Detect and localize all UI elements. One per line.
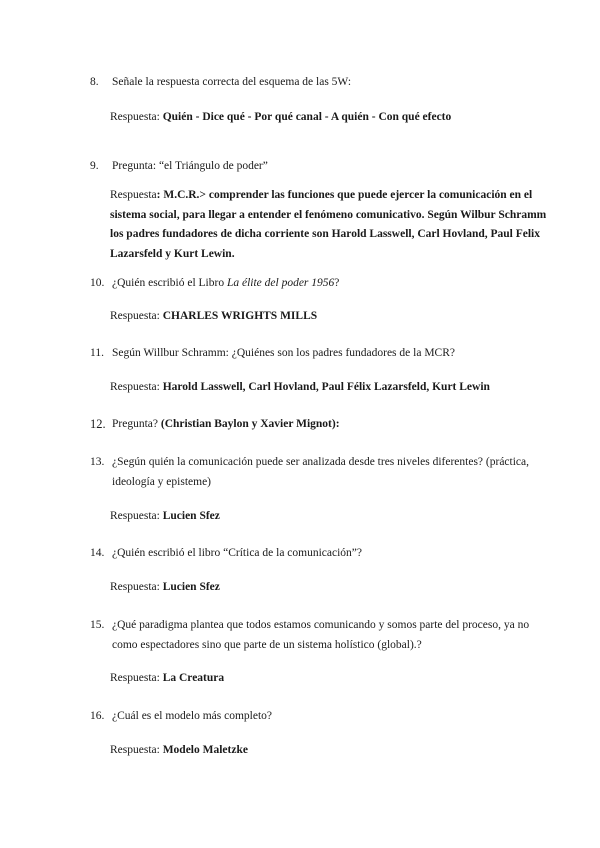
question-text: Pregunta: “el Triángulo de poder” bbox=[112, 160, 268, 172]
answer-text: La Creatura bbox=[162, 672, 225, 684]
answer-text: CHARLES WRIGHTS MILLS bbox=[162, 310, 318, 322]
answer-label: Respuesta: bbox=[110, 744, 163, 756]
question-number: 15. bbox=[90, 619, 105, 631]
question-number: 8. bbox=[90, 76, 99, 88]
answer-label: Respuesta: bbox=[110, 111, 163, 123]
answer-text: : M.C.R.> comprender las funciones que puede ejercer la comunicación en el sistema social, para llegar a entender el fenómeno comunicativo. Según Wilbur Schramm los padres fundadores de dicha corriente son Harold Lasswell, Carl Hovland, Paul Felix Lazarsfeld y Kurt Lewin. bbox=[110, 189, 547, 260]
question-text: ¿Quién escribió el Libro La élite del poder 1956? bbox=[112, 277, 340, 289]
answer-text: Lucien Sfez bbox=[162, 510, 220, 522]
question-number: 9. bbox=[90, 160, 99, 172]
question-text: Pregunta? (Christian Baylon y Xavier Mignot): bbox=[112, 418, 340, 430]
answer-text: Modelo Maletzke bbox=[162, 744, 248, 756]
answer-line bbox=[110, 186, 555, 264]
answer-label: Respuesta: bbox=[110, 310, 163, 322]
answer-label: Respuesta: bbox=[110, 381, 163, 393]
answer-text: Quién - Dice qué - Por qué canal - A quién - Con qué efecto bbox=[162, 111, 452, 123]
answer-line bbox=[110, 378, 555, 398]
answer-line bbox=[110, 669, 555, 689]
question-text: Según Willbur Schramm: ¿Quiénes son los padres fundadores de la MCR? bbox=[112, 347, 455, 359]
question-number: 16. bbox=[90, 710, 105, 722]
question-text: Señale la respuesta correcta del esquema de las 5W: bbox=[112, 76, 352, 88]
answer-label: Respuesta: bbox=[110, 672, 163, 684]
question-number: 13. bbox=[90, 456, 105, 468]
question-number: 14. bbox=[90, 547, 105, 559]
question-text: ¿Según quién la comunicación puede ser analizada desde tres niveles diferentes? (práctica, ideología y episteme) bbox=[112, 456, 530, 488]
answer-line bbox=[110, 307, 555, 327]
book-title: La élite del poder 1956 bbox=[226, 277, 335, 289]
question-number: 10. bbox=[90, 277, 105, 289]
question-number: 12. bbox=[90, 417, 106, 431]
question-text: ¿Cuál es el modelo más completo? bbox=[112, 710, 272, 722]
question-number: 11. bbox=[90, 347, 104, 359]
answer-line bbox=[110, 108, 555, 128]
answer-line bbox=[110, 578, 555, 598]
question-bold-text: (Christian Baylon y Xavier Mignot): bbox=[160, 418, 340, 430]
question-text: ¿Qué paradigma plantea que todos estamos comunicando y somos parte del proceso, ya no como espectadores sino que parte de un sistema holístico (global).? bbox=[112, 619, 530, 651]
answer-line bbox=[110, 741, 555, 761]
answer-label: Respuesta: bbox=[110, 510, 163, 522]
answer-label: Respuesta: bbox=[110, 581, 163, 593]
answer-text: Lucien Sfez bbox=[162, 581, 220, 593]
answer-line bbox=[110, 507, 555, 527]
question-text: ¿Quién escribió el libro “Crítica de la comunicación”? bbox=[112, 547, 363, 559]
answer-text: Harold Lasswell, Carl Hovland, Paul Félix Lazarsfeld, Kurt Lewin bbox=[162, 381, 490, 393]
answer-label: Respuesta bbox=[110, 189, 157, 201]
